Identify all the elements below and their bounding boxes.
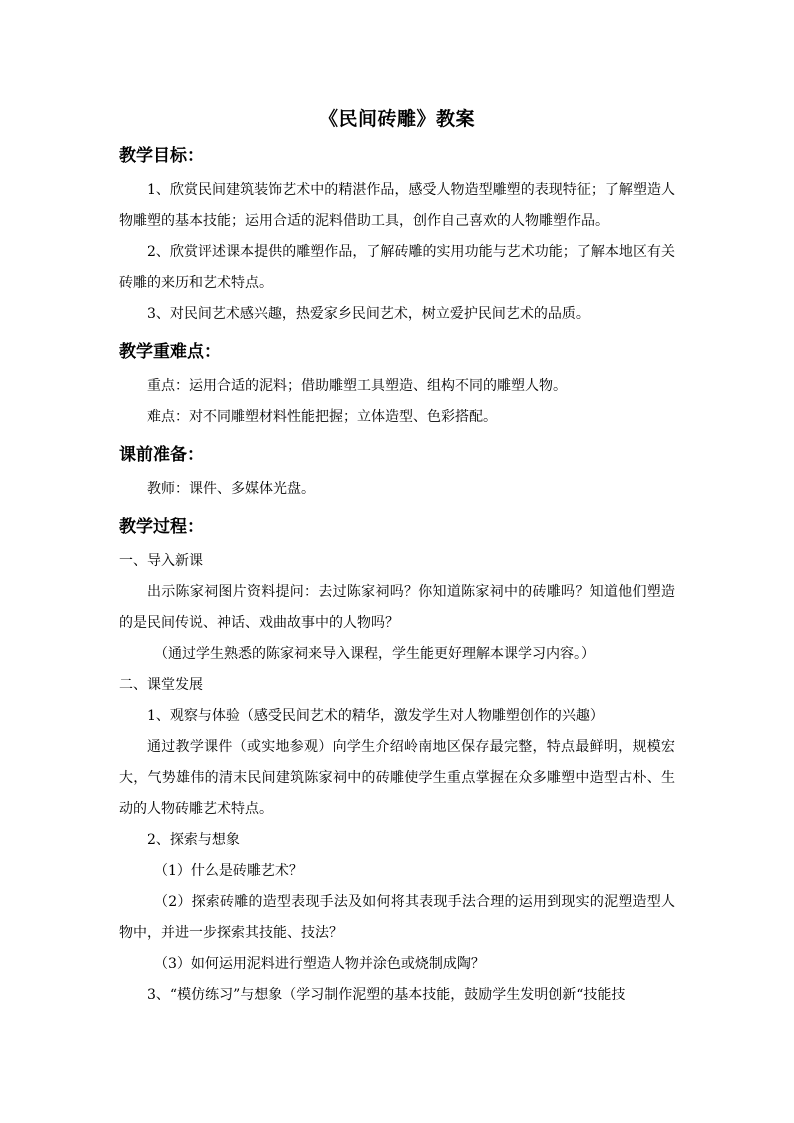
- heading-goals: 教学目标：: [119, 146, 204, 166]
- heading-key-points: 教学重难点：: [119, 342, 221, 362]
- goal-item-3: 3、对民间艺术感兴趣，热爱家乡民间艺术，树立爱护民间艺术的品质。: [147, 306, 590, 322]
- process-step2-title: 2、探索与想象: [147, 832, 240, 848]
- goal-item-1: 1、欣赏民间建筑装饰艺术中的精湛作品，感受人物造型雕塑的表现特征；了解塑造人物雕塑的基本技能；运用合适的泥料借助工具，创作自己喜欢的人物雕塑作品。: [119, 182, 675, 229]
- process-question-2: （2）探索砖雕的造型表现手法及如何将其表现手法合理的运用到现实的泥塑造型人物中，并进一步探索其技能、技法？: [119, 894, 675, 941]
- key-point: 重点：运用合适的泥料；借助雕塑工具塑造、组构不同的雕塑人物。: [147, 378, 567, 394]
- heading-preparation: 课前准备：: [119, 445, 204, 465]
- process-part1-paragraph: 出示陈家祠图片资料提问：去过陈家祠吗？你知道陈家祠中的砖雕吗？知道他们塑造的是民间传说、神话、戏曲故事中的人物吗？: [119, 584, 675, 631]
- process-step1-title: 1、观察与体验（感受民间艺术的精华，激发学生对人物雕塑创作的兴趣）: [147, 708, 604, 724]
- preparation-item: 教师：课件、多媒体光盘。: [147, 481, 315, 497]
- document-title: 《民间砖雕》教案: [318, 108, 475, 130]
- process-question-1: （1）什么是砖雕艺术？: [154, 863, 303, 879]
- process-step1-paragraph: 通过教学课件（或实地参观）向学生介绍岭南地区保存最完整，特点最鲜明，规模宏大，气势雄伟的清末民间建筑陈家祠中的砖雕使学生重点掌握在众多雕塑中造型古朴、生动的人物砖雕艺术特点。: [119, 739, 675, 817]
- process-step3-title: 3、“模仿练习”与想象（学习制作泥塑的基本技能，鼓励学生发明创新“技能技: [147, 987, 626, 1003]
- difficult-point: 难点：对不同雕塑材料性能把握；立体造型、色彩搭配。: [147, 409, 497, 425]
- goal-item-2: 2、欣赏评述课本提供的雕塑作品，了解砖雕的实用功能与艺术功能；了解本地区有关砖雕的来历和艺术特点。: [119, 244, 675, 291]
- process-part1-note: （通过学生熟悉的陈家祠来导入课程，学生能更好理解本课学习内容。）: [154, 646, 595, 662]
- process-part1-title: 一、导入新课: [119, 553, 203, 569]
- process-question-3: （3）如何运用泥料进行塑造人物并涂色或烧制成陶？: [154, 956, 485, 972]
- process-part2-title: 二、课堂发展: [119, 677, 203, 693]
- heading-process: 教学过程：: [119, 517, 204, 537]
- document-body: [119, 142, 675, 1011]
